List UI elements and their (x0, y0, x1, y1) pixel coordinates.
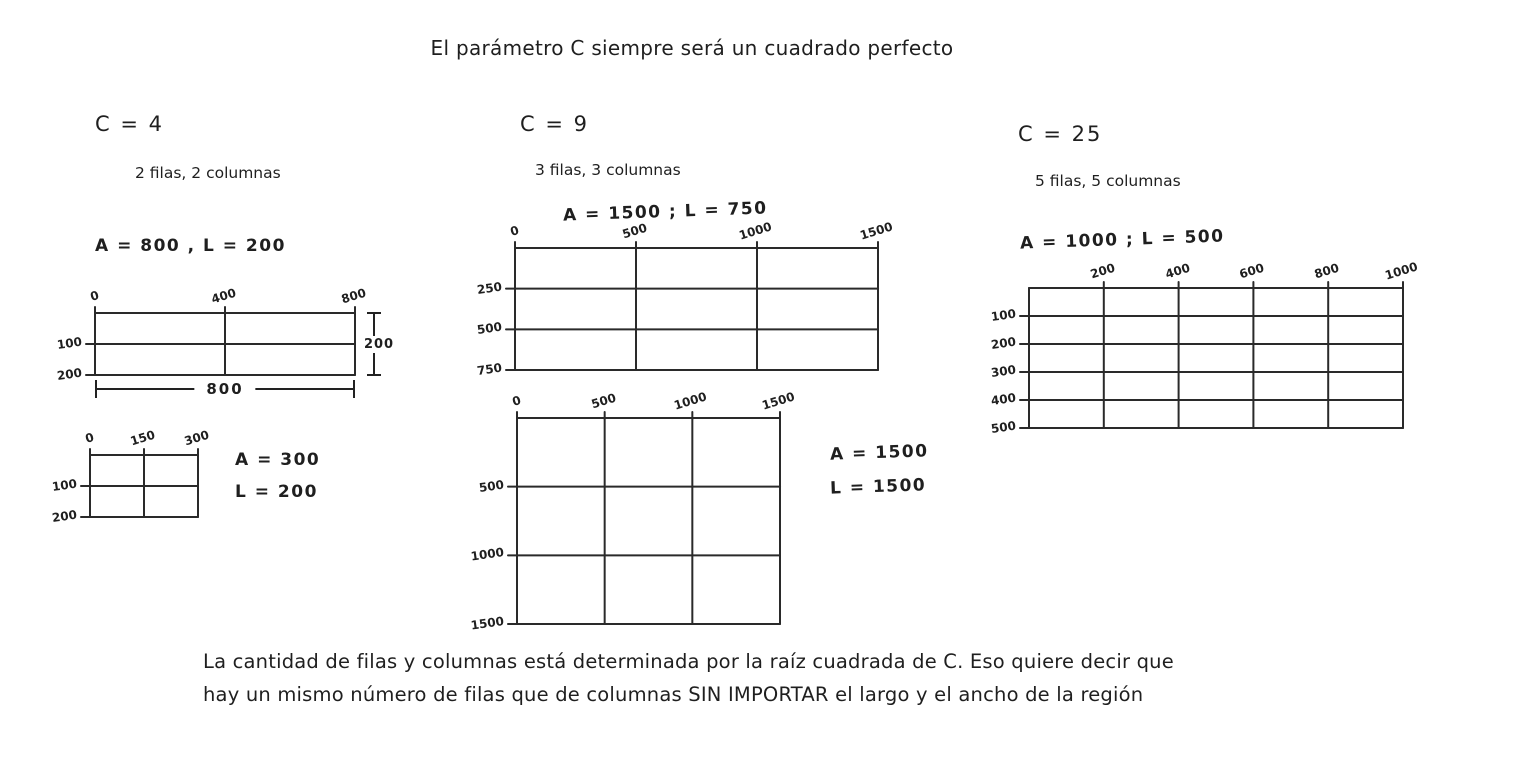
grid-lines (517, 418, 780, 624)
x-tick-label: 800 (339, 285, 368, 307)
y-tick-label: 200 (56, 365, 83, 383)
x-tick-label: 800 (1312, 260, 1341, 282)
x-tick-label: 1500 (760, 389, 797, 413)
c9-params-label: A = 1500 ; L = 750 (562, 198, 768, 226)
x-tick-label: 150 (128, 427, 157, 449)
dimension-line (373, 353, 376, 375)
y-tick-label: 300 (990, 362, 1017, 380)
c9-grid-wide (476, 219, 895, 378)
dimension-cap (367, 374, 381, 376)
dimension-cap (353, 380, 355, 398)
y-tick-label: 750 (476, 360, 503, 378)
c4-small-area-label: A = 300 (235, 450, 321, 470)
y-tick-label: 100 (51, 476, 78, 494)
y-tick-label: 1500 (469, 614, 505, 633)
c25-heading: C = 25 (1018, 122, 1103, 146)
c4-width-value: 800 (194, 380, 255, 398)
y-tick-label: 100 (990, 306, 1017, 324)
c4-small-length-label: L = 200 (235, 482, 318, 502)
x-tick-label: 600 (1238, 260, 1267, 282)
c25-grid (990, 259, 1420, 436)
y-tick-label: 400 (990, 390, 1017, 408)
x-tick-label: 0 (88, 288, 101, 304)
page-title: El parámetro C siempre será un cuadrado perfecto (430, 36, 954, 60)
c4-height-dimension (363, 312, 395, 376)
c9-square-length-label: L = 1500 (829, 475, 927, 499)
x-tick-label: 400 (1163, 260, 1192, 282)
x-tick-label: 500 (620, 220, 649, 242)
c4-grid-small (51, 427, 211, 525)
x-tick-label: 300 (182, 427, 211, 449)
c4-width-dimension (95, 380, 355, 398)
dimension-cap (95, 380, 97, 398)
x-tick-label: 400 (209, 285, 238, 307)
y-tick-label: 1000 (469, 545, 505, 564)
x-tick-label: 1500 (858, 219, 895, 243)
y-tick-label: 500 (476, 319, 503, 338)
y-tick-label: 500 (478, 477, 505, 495)
c25-dims-label: 5 filas, 5 columnas (1035, 172, 1181, 190)
x-tick-label: 200 (1088, 260, 1117, 282)
dimension-line (373, 314, 376, 336)
c4-dims-label: 2 filas, 2 columnas (135, 164, 281, 182)
y-tick-label: 200 (990, 334, 1017, 352)
c9-square-area-label: A = 1500 (829, 441, 929, 465)
footer-line-2: hay un mismo número de filas que de columnas SIN IMPORTAR el largo y el ancho de la región (203, 683, 1144, 706)
y-tick-label: 100 (56, 334, 83, 352)
y-tick-label: 250 (476, 279, 503, 297)
footer-line-1: La cantidad de filas y columnas está determinada por la raíz cuadrada de C. Eso quiere decir que (203, 650, 1174, 673)
grid-lines (1029, 288, 1403, 428)
x-tick-label: 0 (508, 223, 521, 239)
grid-lines (515, 248, 878, 370)
grid-lines (95, 313, 355, 375)
x-tick-label: 1000 (672, 389, 709, 413)
grid-lines (90, 455, 198, 517)
c25-params-label: A = 1000 ; L = 500 (1019, 226, 1225, 254)
y-tick-label: 500 (990, 418, 1017, 436)
c9-heading: C = 9 (520, 112, 589, 136)
x-tick-label: 1000 (737, 219, 774, 243)
c4-grid-main (56, 285, 368, 383)
footer-note (203, 645, 1174, 711)
x-tick-label: 500 (589, 390, 618, 412)
c9-grid-square (469, 389, 797, 633)
c4-height-value: 200 (363, 336, 395, 352)
x-tick-label: 1000 (1383, 259, 1420, 283)
y-tick-label: 200 (51, 507, 78, 525)
x-tick-label: 0 (83, 430, 96, 446)
c4-heading: C = 4 (95, 112, 164, 136)
x-tick-label: 0 (510, 393, 523, 409)
c4-params-label: A = 800 , L = 200 (95, 236, 286, 256)
c9-dims-label: 3 filas, 3 columnas (535, 161, 681, 179)
